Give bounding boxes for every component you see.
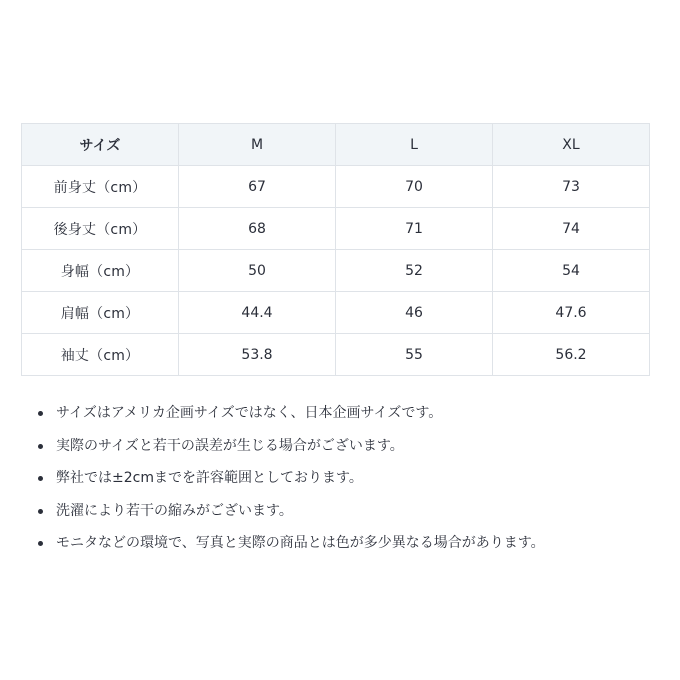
cell-value: 55 [336,334,493,376]
cell-value: 47.6 [493,292,650,334]
header-size: サイズ [22,124,179,166]
cell-value: 74 [493,208,650,250]
bullet-icon [38,411,43,416]
note-text: 洗濯により若干の縮みがございます。 [56,502,293,519]
header-row [22,124,650,166]
cell-value: 50 [179,250,336,292]
table-row [22,292,650,334]
table-row [22,334,650,376]
cell-value: 56.2 [493,334,650,376]
cell-value: 46 [336,292,493,334]
cell-value: 67 [179,166,336,208]
cell-value: 68 [179,208,336,250]
cell-value: 71 [336,208,493,250]
row-label-front-length: 前身丈（cm） [22,166,179,208]
table-row [22,250,650,292]
list-item [38,397,545,430]
row-label-sleeve-length: 袖丈（cm） [22,334,179,376]
table-row [22,166,650,208]
size-table-body [22,166,650,376]
row-label-shoulder-width: 肩幅（cm） [22,292,179,334]
bullet-icon [38,476,43,481]
bullet-icon [38,541,43,546]
note-text: 実際のサイズと若干の誤差が生じる場合がございます。 [56,437,404,454]
list-item [38,462,545,495]
note-text: サイズはアメリカ企画サイズではなく、日本企画サイズです。 [56,405,443,421]
cell-value: 53.8 [179,334,336,376]
header-m: M [179,124,336,166]
cell-value: 44.4 [179,292,336,334]
header-xl: XL [493,124,650,166]
note-text: モニタなどの環境で、写真と実際の商品とは色が多少異なる場合があります。 [56,535,545,551]
size-table-header [22,124,650,166]
cell-value: 54 [493,250,650,292]
table-row [22,208,650,250]
cell-value: 70 [336,166,493,208]
cell-value: 73 [493,166,650,208]
list-item [38,495,545,528]
header-l: L [336,124,493,166]
bullet-icon [38,444,43,449]
note-text: 弊社では±2cmまでを許容範囲としております。 [56,470,363,486]
bullet-icon [38,509,43,514]
row-label-back-length: 後身丈（cm） [22,208,179,250]
list-item [38,430,545,463]
row-label-body-width: 身幅（cm） [22,250,179,292]
list-item [38,527,545,560]
size-table [21,123,650,376]
notes-list [38,397,545,560]
cell-value: 52 [336,250,493,292]
